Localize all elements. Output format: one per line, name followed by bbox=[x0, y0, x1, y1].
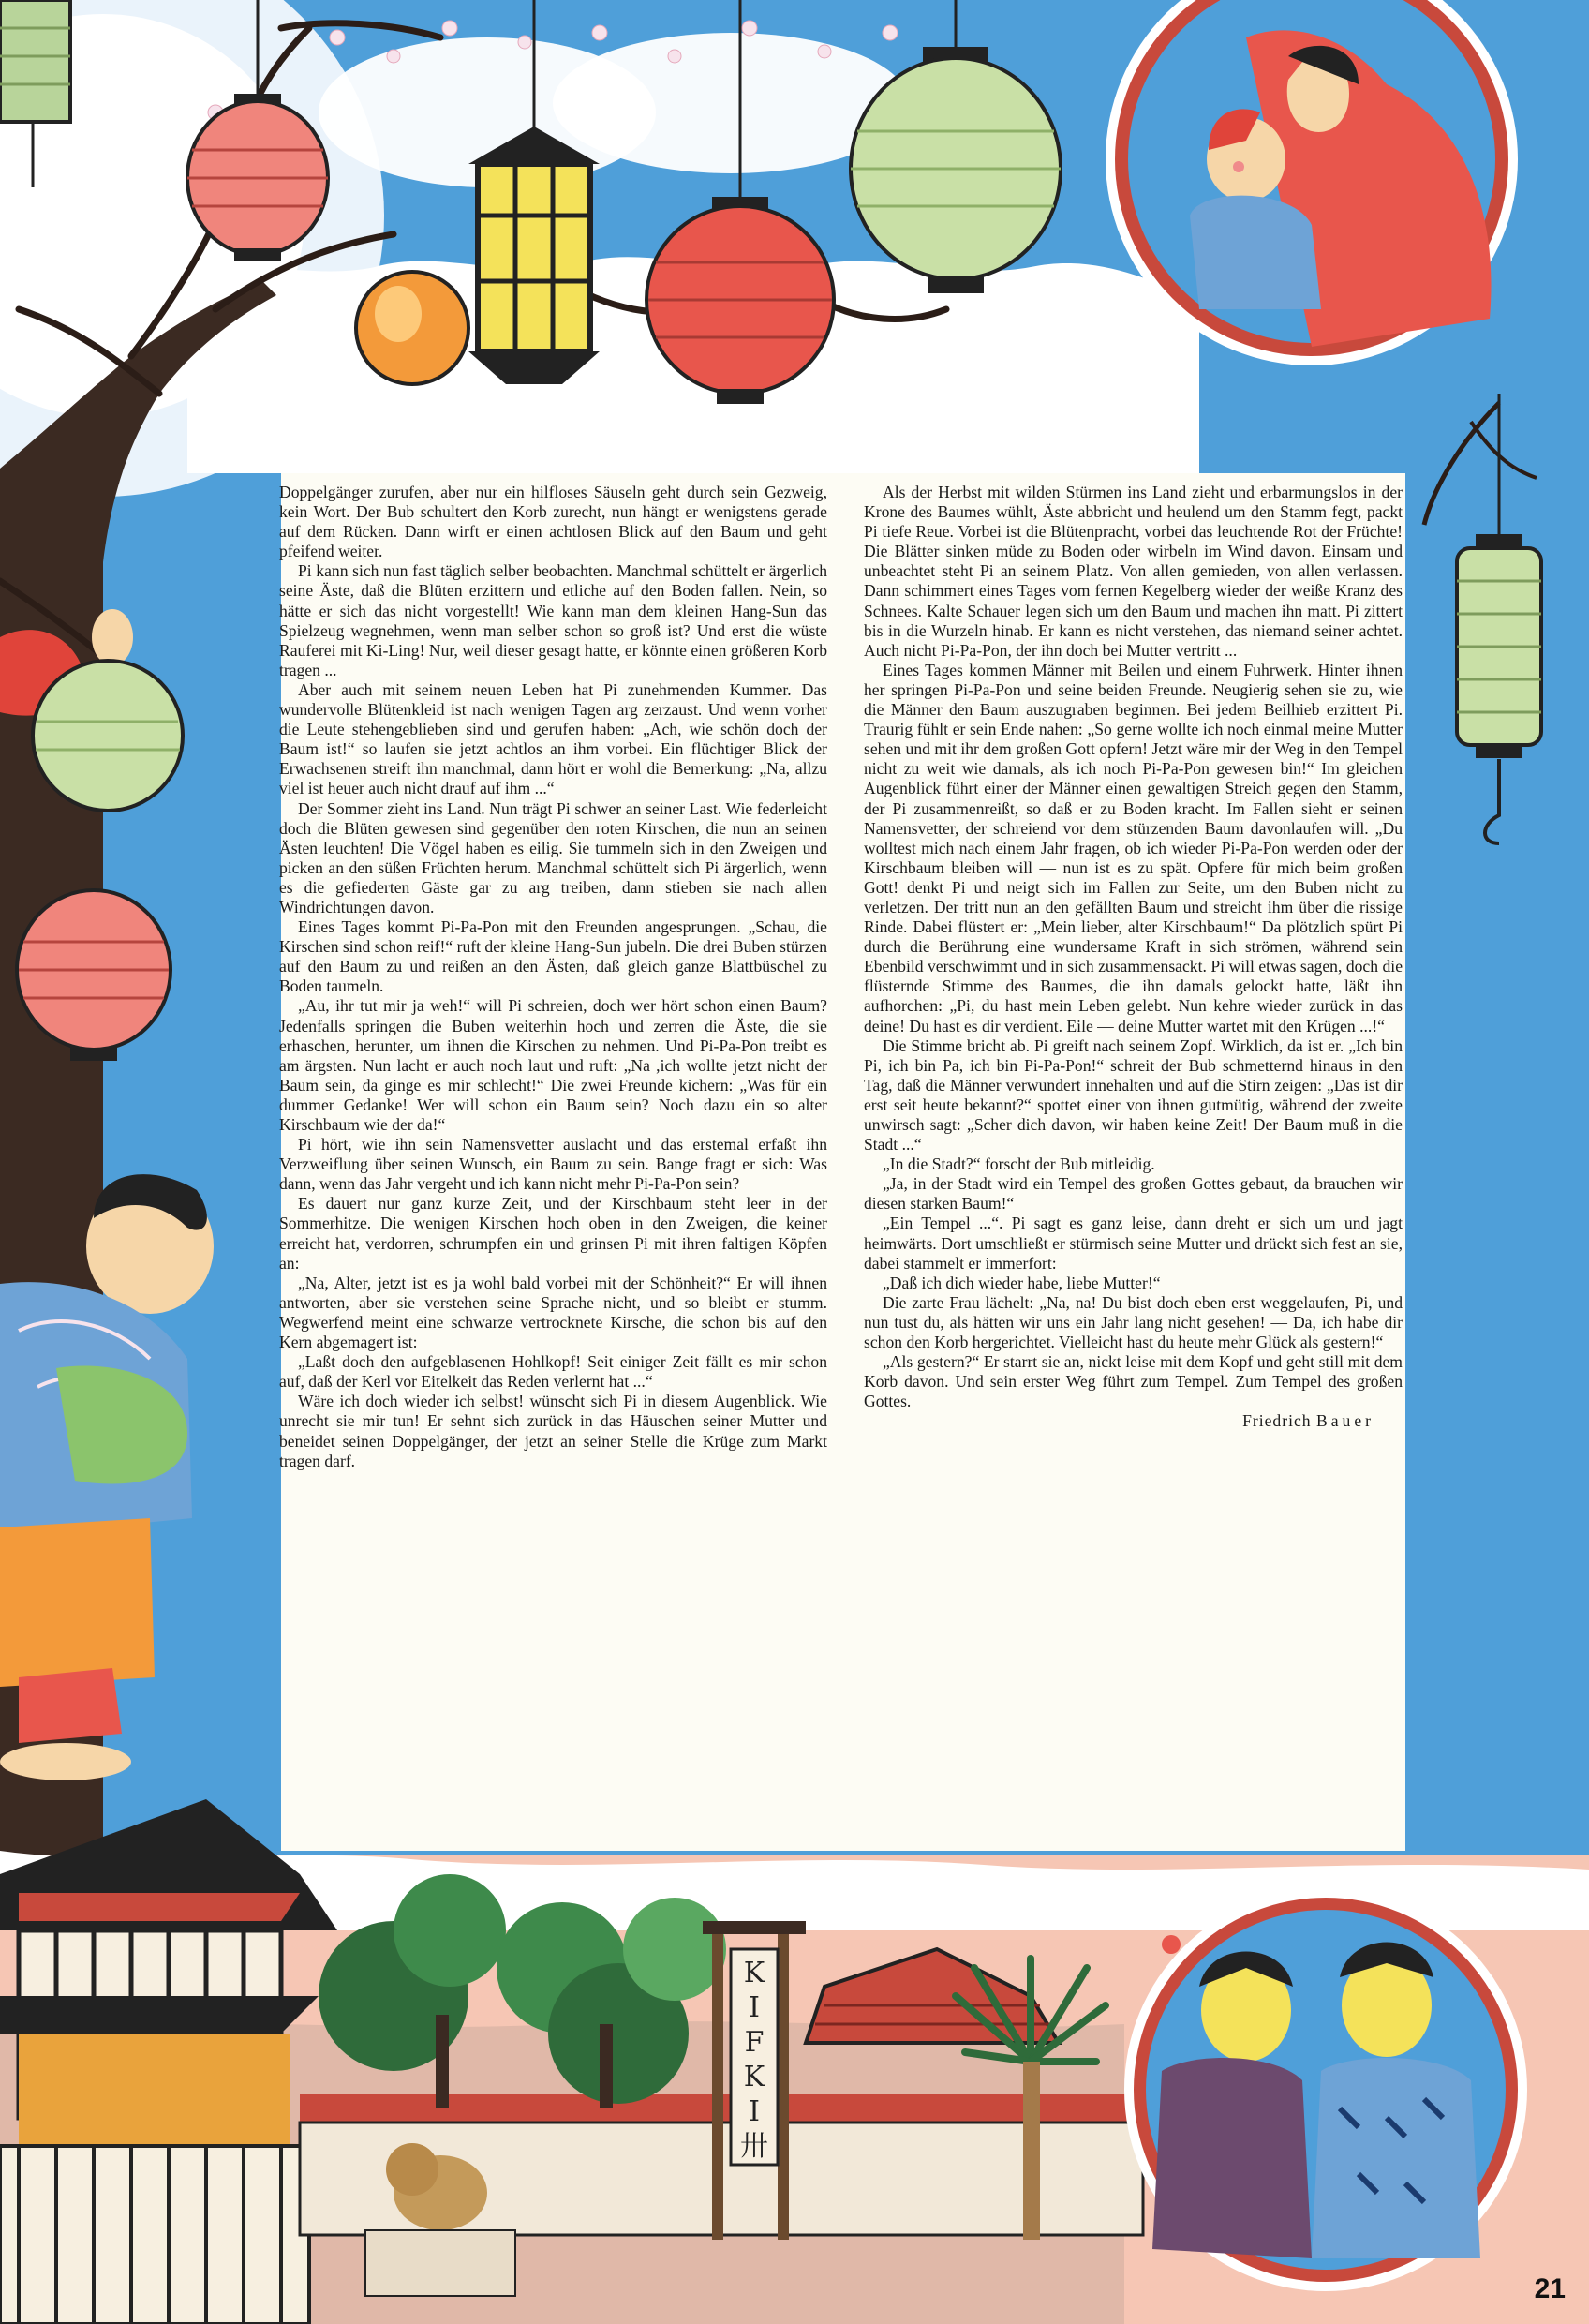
lantern-orange bbox=[356, 272, 468, 384]
lantern-right-hanging bbox=[1424, 394, 1541, 843]
paragraph: Eines Tages kommen Männer mit Beilen und einem Fuhrwerk. Hinter ihnen her springen Pi-Pa-Pon und seine beiden Freunde. Neugierig sehen sie zu, wie die Männer den Baum auszugraben beginnen. Bei jedem Beilhieb erzittert Pi. Traurig fühlt er sein Ende nahen: „So gerne wollte ich noch einmal meine Mutter sehen und mit ihr dem großen Gott opfern! Jetzt wäre mir der Weg in den Tempel nicht zu weit wie damals, als ich noch Pi-Pa-Pon gewesen bin!“ Im gleichen Augenblick führt einer der Männer einen gewaltigen Streich gegen den Stamm, der Pi zusammenreißt, so daß er zu Boden kracht. Im Fallen sieht er seinen Namensvetter, der schreiend vor dem stürzenden Baum davonlaufen will. „Du wolltest mich nach einem Jahr fragen, ob ich wieder Pi-Pa-Pon werden oder der Kirschbaum bleiben will — nun ist es zu spät. Opfere für mich beim großen Gott! denkt Pi und neigt sich im Fallen zur Seite, um den Buben nicht zu verletzen. Der tritt nun an den gefällten Baum und streicht ihm über die rissige Rinde. Dabei flüstert er: „Mein lieber, alter Kirschbaum!“ Da plötzlich spürt Pi durch die Berührung eine wundersame Kraft in sich strömen, während sein Ebenbild verschwimmt und in sich zusammensackt. Pi will etwas sagen, doch die flüsternde Stimme des Baumes, die ihn damals gelockt hatte, läßt ihn aufhorchen: „Pi, du hast mein Leben gelebt. Nun kehre wieder zurück in das deine! Du hast es dir verdient. Eile — deine Mutter wartet mit den Krügen ...!“ bbox=[864, 660, 1403, 1035]
lantern-green-top bbox=[851, 0, 1061, 293]
paragraph: Eines Tages kommt Pi-Pa-Pon mit den Freunden angesprungen. „Schau, die Kirschen sind schon reif!“ ruft der kleine Hang-Sun jubeln. Die drei Buben stürzen auf den Baum zu und reißen an den Ästen, daß gleich ganze Blattbüschel zu Boden taumeln. bbox=[279, 917, 827, 996]
paragraph: Die Stimme bricht ab. Pi greift nach seinem Zopf. Wirklich, da ist er. „Ich bin Pi, ich bin Pa, ich bin Pi-Pa-Pon!“ schreit der Bub schmetternd hinaus in den Tag, daß die Männer verwundert innehalten und auf die Stirn zeigen: „Das ist dir erst seit heute bekannt?“ spottet einer von ihnen gutmütig, während der zweite unwirsch sagt: „Scher dich davon, wir haben keine Zeit! Der Baum muß in die Stadt ...“ bbox=[864, 1035, 1403, 1155]
paragraph: Aber auch mit seinem neuen Leben hat Pi zunehmenden Kummer. Das wundervolle Blütenkleid ist nach wenigen Tagen arg zerzaust. Und wenn vorher die Leute stehengeblieben sind und gerufen haben: „Ach, wie schön doch der Baum ist!“ so laufen sie jetzt achtlos an ihm vorbei. Ein flüchtiger Blick der Erwachsenen streift ihn manchmal, dann hört er wohl die Bemerkung: „Na, allzu viel ist heuer auch nicht drauf auf ihm ...“ bbox=[279, 679, 827, 798]
paragraph: „Ein Tempel ...“. Pi sagt es ganz leise, dann dreht er sich um und jagt heimwärts. Dort umschließt er stürmisch seine Mutter und drückt sich fest an sie, dabei stammelt er immerfort: bbox=[864, 1214, 1403, 1273]
paragraph: „Ja, in der Stadt wird ein Tempel des großen Gottes gebaut, da brauchen wir diesen starken Baum!“ bbox=[864, 1174, 1403, 1214]
paragraph: „Laßt doch den aufgeblasenen Hohlkopf! Seit einiger Zeit fällt es mir schon auf, daß der Kerl vor Eitelkeit das Reden verlernt hat ...“ bbox=[279, 1352, 827, 1392]
story-column-left bbox=[279, 483, 827, 1471]
author-last-name: Bauer bbox=[1315, 1411, 1374, 1431]
signboard-char: K bbox=[743, 1957, 765, 1989]
paragraph: Doppelgänger zurufen, aber nur ein hilfloses Säuseln geht durch sein Gezweig, kein Wort. Der Bub schultert den Korb zurecht, nun hängt er wenigstens gerade auf dem Rücken. Dann wirft er einen achtlosen Blick auf den Baum und geht pfeifend weiter. bbox=[279, 483, 827, 561]
paragraph: Es dauert nur ganz kurze Zeit, und der Kirschbaum steht leer in der Sommerhitze. Die wenigen Kirschen hoch oben in den Zweigen, die keiner erreicht hat, verdorren, schrumpfen ein und grinsen Pi mit ihren faltigen Köpfen an: bbox=[279, 1194, 827, 1273]
paragraph: „Au, ihr tut mir ja weh!“ will Pi schreien, doch wer hört schon einen Baum? Jedenfalls springen die Buben weiterhin hoch und zerren die Äste, die sie erhaschen, herunter, um ihnen die Kirschen zu nehmen. Und Pi-Pa-Pon treibt es am ärgsten. Nun lacht er auch noch laut und ruft: „Na ,ich wollte jetzt nicht der Baum sein, da ginge es mir schlecht!“ Die zwei Freunde kichern: „Was für ein dummer Gedanke! Wer will schon ein Baum sein? Noch dazu ein so alter Kirschbaum wie der da!“ bbox=[279, 996, 827, 1134]
author-credit bbox=[864, 1411, 1403, 1431]
paragraph: „Als gestern?“ Er starrt sie an, nickt leise mit dem Kopf und geht still mit dem Korb davon. Und sein erster Weg führt zum Tempel. Zum Tempel des großen Gottes. bbox=[864, 1352, 1403, 1411]
paragraph: Pi hört, wie ihn sein Namensvetter auslacht und das erstemal erfaßt ihn Verzweiflung über seinen Wunsch, ein Baum zu sein. Bange fragt er sich: Was dann, wenn das Jahr vergeht und ich kann nicht mehr Pi-Pa-Pon sein? bbox=[279, 1135, 827, 1194]
author-first-name: Friedrich bbox=[1242, 1411, 1312, 1431]
paragraph: Wäre ich doch wieder ich selbst! wünscht sich Pi in diesem Augenblick. Wie unrecht sie mir tun! Er sehnt sich zurück in das Häuschen seiner Mutter und beneidet seinen Doppelgänger, der jetzt an seiner Stelle die Krüge zum Markt tragen darf. bbox=[279, 1392, 827, 1470]
signboard-char: F bbox=[744, 2026, 765, 2059]
paragraph: Die zarte Frau lächelt: „Na, na! Du bist doch eben erst weggelaufen, Pi, und nun tust du, als hätten wir uns ein Jahr lang nicht gesehen! — Da, ich habe dir schon den Korb hergerichtet. Vielleicht hast du heute mehr Glück als gestern!“ bbox=[864, 1292, 1403, 1352]
signboard-char: I bbox=[749, 1991, 760, 2024]
signboard-char: 卅 bbox=[740, 2130, 768, 2163]
two-children-medallion bbox=[1124, 1888, 1527, 2291]
signboard-char: I bbox=[749, 2095, 760, 2128]
paragraph: „In die Stadt?“ forscht der Bub mitleidig. bbox=[883, 1155, 1155, 1174]
paragraph: „Daß ich dich wieder habe, liebe Mutter!“ bbox=[883, 1273, 1161, 1292]
signboard-char: K bbox=[743, 2061, 765, 2093]
paragraph: Als der Herbst mit wilden Stürmen ins Land zieht und erbarmungslos in der Krone des Baumes wühlt, Äste abbricht und heulend um den Stamm fegt, packt Pi tiefe Reue. Vorbei ist die Blütenpracht, vorbei das leuchtende Rot der Früchte! Die Blätter sinken müde zu Boden oder wirbeln im Wind davon. Einsam und unbeachtet steht Pi an seinem Platz. Von allen gemieden, von allen verlassen. Dann schimmert eines Tages vom fernen Kegelberg wieder der weiße Kranz des Schnees. Kalte Schauer legen sich um den Baum und machen ihn matt. Pi zittert bis in die Wurzeln hinab. Er kann es nicht verstehen, das niemand seiner achtet. Auch nicht Pi-Pa-Pon, der ihn doch bei Mutter vertritt ... bbox=[864, 483, 1403, 660]
story-column-right bbox=[864, 483, 1403, 1432]
page-number: 21 bbox=[1534, 2273, 1566, 2304]
paragraph: „Na, Alter, jetzt ist es ja wohl bald vorbei mit der Schönheit?“ Er will ihnen antworten, aber sie verstehen seine Sprache nicht, und so bleibt er stumm. Wegwerfend meint eine schwarze vertrocknete Kirsche, die schon bis auf den Kern abgemagert ist: bbox=[279, 1273, 827, 1352]
paragraph: Pi kann sich nun fast täglich selber beobachten. Manchmal schüttelt er ärgerlich seine Äste, daß die Blüten erzittern und etliche auf den Boden fallen. Nein, so hätte er sich das nicht vorgestellt! Wie kann man dem kleinen Hang-Sun das Spielzeug wegnehmen, wenn man selber schon so groß ist? Und erst die wüste Rauferei mit Ki-Ling! Nur, weil dieser gesagt hatte, er könnte einen größeren Korb tragen ... bbox=[279, 561, 827, 679]
paragraph: Der Sommer zieht ins Land. Nun trägt Pi schwer an seiner Last. Wie federleicht doch die Blüten gewesen sind gegenüber den roten Kirschen, die nun an seinen Ästen leuchten! Die Vögel haben es eilig. Sie tummeln sich in den Zweigen und picken an den süßen Früchten herum. Manchmal schüttelt sich Pi ärgerlich, wenn es die gefiederten Gäste gar zu arg treiben, dann stieben sie nach allen Windrichtungen davon. bbox=[279, 798, 827, 916]
